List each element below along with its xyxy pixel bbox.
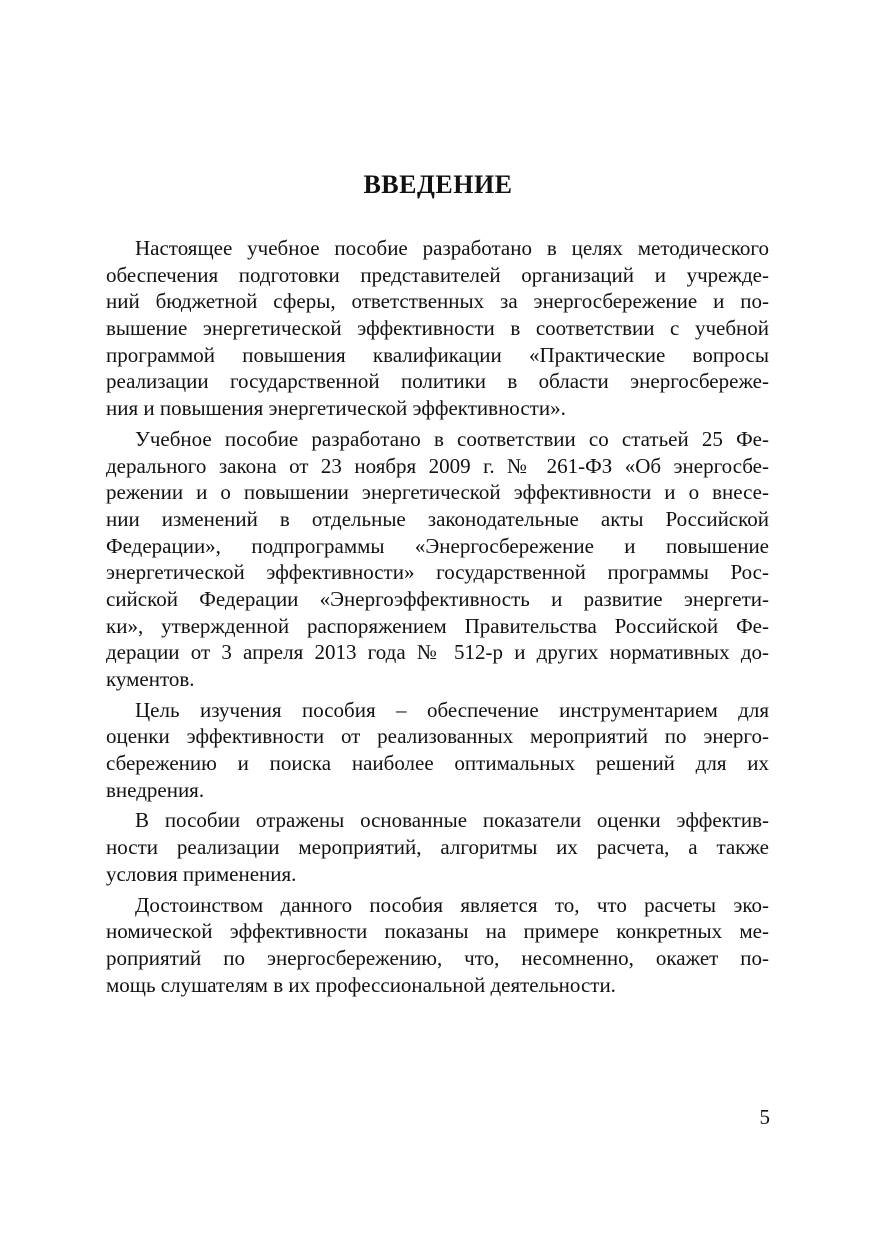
text-line: мощь слушателям в их профессиональной деятельности. <box>106 972 616 997</box>
text-line: вышение энергетической эффективности в соответствии с учебной <box>106 316 769 341</box>
text-line: внедрения. <box>106 777 205 802</box>
text-line: ки», утвержденной распоряжением Правительства Российской Фе- <box>106 613 769 638</box>
paragraph-5 <box>106 892 769 999</box>
text-line: условия применения. <box>106 861 297 886</box>
text-line: Федерации», подпрограммы «Энергосбережение и повышение <box>106 533 769 558</box>
text-line: Учебное пособие разработано в соответствии со статьей 25 Фе- <box>135 426 769 451</box>
page-title: ВВЕДЕНИЕ <box>363 170 513 199</box>
paragraph-3 <box>106 697 769 804</box>
text-line: сийской Федерации «Энергоэффективность и развитие энергети- <box>106 586 769 611</box>
text-line: Настоящее учебное пособие разработано в целях методического <box>135 236 769 260</box>
text-line: режении и о повышении энергетической эффективности и о внесе- <box>106 480 769 505</box>
text-line: обеспечения подготовки представителей организаций и учрежде- <box>106 262 769 287</box>
text-line: Цель изучения пособия – обеспечение инструментарием для <box>135 697 769 722</box>
text-line: дерации от 3 апреля 2013 года № 512-р и других нормативных до- <box>106 640 769 665</box>
paragraph-1 <box>106 235 769 422</box>
paragraph-2 <box>106 426 769 693</box>
text-line: роприятий по энергосбережению, что, несомненно, окажет по- <box>106 945 769 970</box>
text-line: ности реализации мероприятий, алгоритмы их расчета, а также <box>106 835 769 860</box>
text-line: номической эффективности показаны на примере конкретных ме- <box>106 919 769 944</box>
text-line: Достоинством данного пособия является то, что расчеты эко- <box>135 892 769 917</box>
text-line: реализации государственной политики в области энергосбереже- <box>106 369 769 394</box>
text-line: сбережению и поиска наиболее оптимальных решений для их <box>106 751 769 776</box>
text-line: ний бюджетной сферы, ответственных за энергосбережение и по- <box>106 289 769 314</box>
page-number: 5 <box>759 1105 770 1129</box>
text-line: нии изменений в отдельные законодательные акты Российской <box>106 506 769 531</box>
body-text <box>106 235 769 998</box>
text-line: ния и повышения энергетической эффективности». <box>106 396 566 421</box>
text-line: кументов. <box>106 667 195 691</box>
text-line: В пособии отражены основанные показатели оценки эффектив- <box>135 808 769 833</box>
paragraph-4 <box>106 807 769 887</box>
text-line: оценки эффективности от реализованных мероприятий по энерго- <box>106 724 769 749</box>
text-line: энергетической эффективности» государственной программы Рос- <box>106 560 769 585</box>
text-line: дерального закона от 23 ноября 2009 г. № 261-ФЗ «Об энергосбе- <box>106 453 769 478</box>
text-line: программой повышения квалификации «Практические вопросы <box>106 342 769 367</box>
